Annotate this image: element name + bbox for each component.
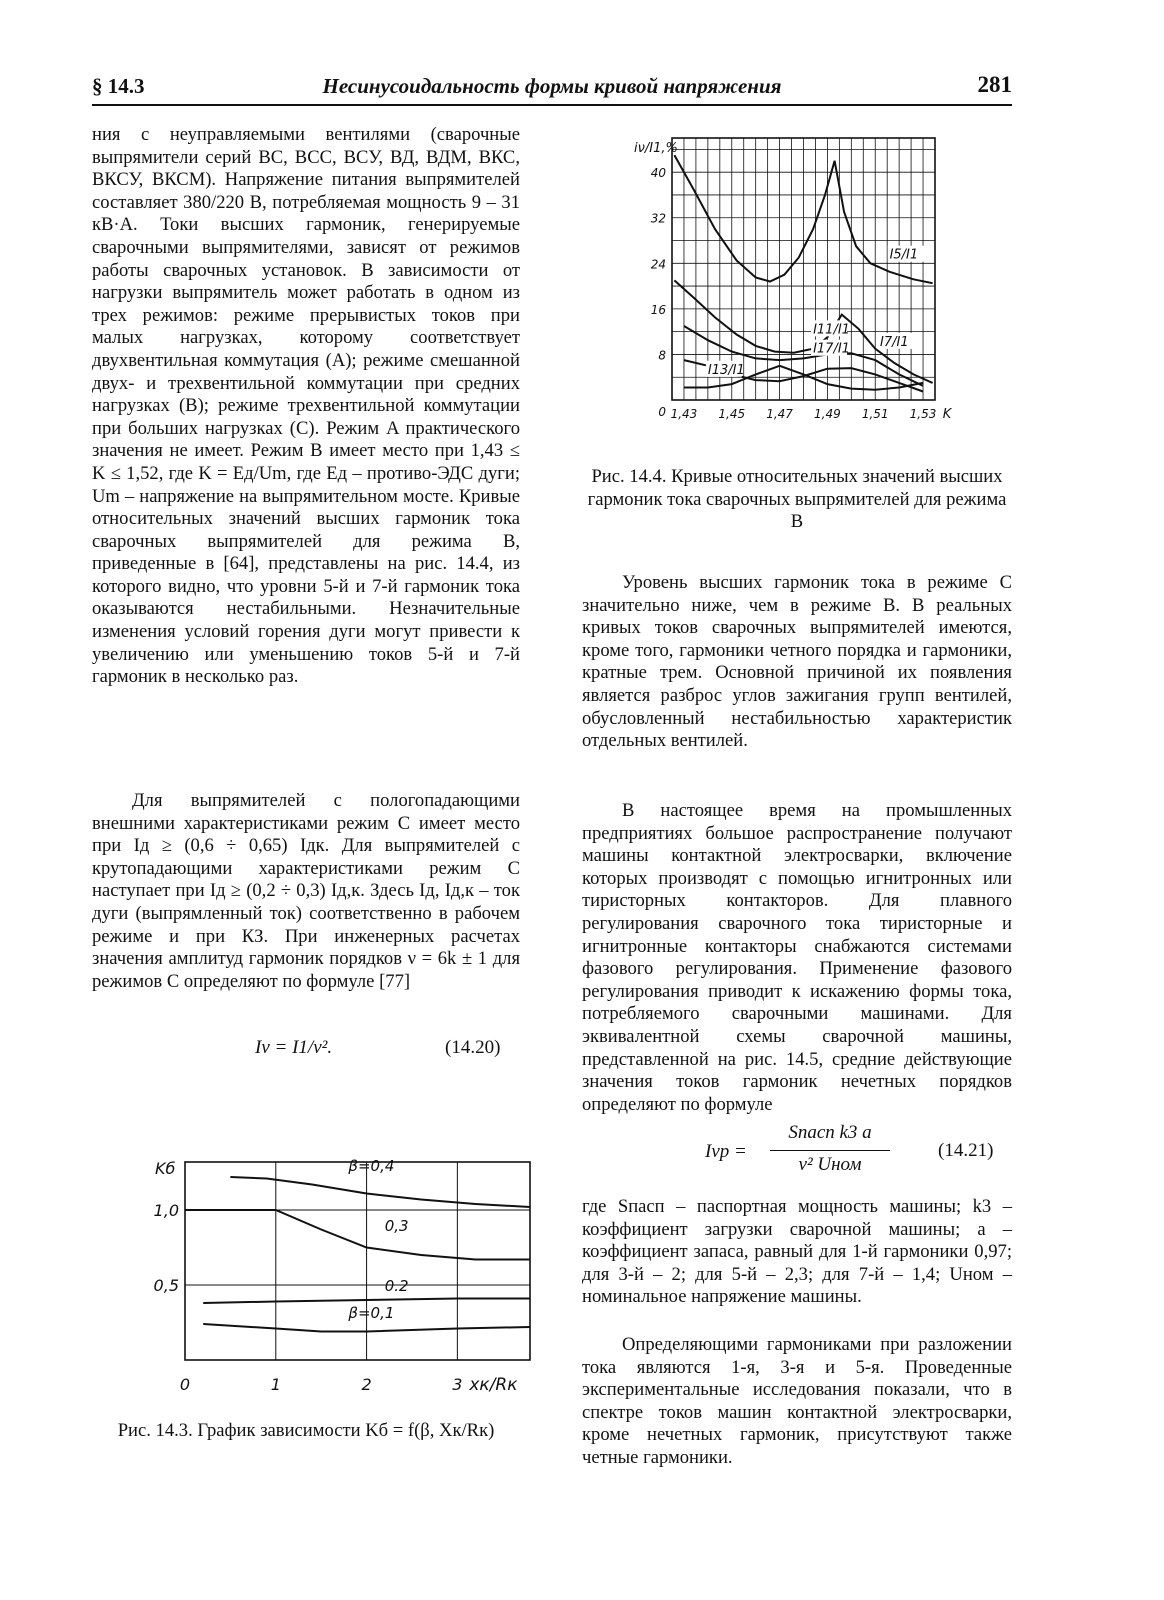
y-tick-label: 24 — [650, 257, 666, 272]
figure-14-4-caption: Рис. 14.4. Кривые относительных значений высших гармоник тока сварочных выпрямителей для режима B — [587, 466, 1007, 533]
formula-14-21-denominator: ν² Uном — [798, 1154, 862, 1175]
x-tick-label: 2 — [361, 1375, 372, 1394]
y-axis-label: iν/I1,% — [634, 141, 678, 156]
label-i11: I11/I1 — [813, 322, 850, 338]
y-tick-label: 8 — [658, 348, 666, 363]
y-axis-label: Kб — [155, 1159, 176, 1178]
formula-14-21 — [705, 1122, 905, 1182]
label-03: 0,3 — [384, 1217, 409, 1235]
x-tick-label: 1,45 — [718, 407, 746, 421]
formula-14-21-numerator: Sпасп k3 a — [788, 1122, 872, 1143]
running-title: Несинусоидальность формы кривой напряжения — [322, 74, 782, 98]
x-axis-label: xк/Rк — [469, 1375, 518, 1395]
left-paragraph-1: ния с неуправляемыми вентилями (сварочные выпрямители серий ВС, ВСС, ВСУ, ВД, ВДМ, ВКС, ВКСУ, ВКСМ). Напряжение питания выпрямителей составляет 380/220 В, потребляемая мощность 9 – 31 кВ·А. Токи высших гармоник, генерируемые сварочными выпрямителями, зависят от режимов работы сварочных установок. В зависимости от нагрузки выпрямитель может работать в одном из трех режимов: режиме прерывистых токов при малых нагрузках, которому соответствует двухвентильная коммутация (A); режиме смешанной двух- и трехвентильной коммутации при средних нагрузках (B); режиме трехвентильной коммутации при больших нагрузках (C). Режим A практического значения не имеет. Режим B имеет место при 1,43 ≤ K ≤ 1,52, где K = Eд/Um, где Eд – противо-ЭДС дуги; Um – напряжение на выпрямительном мосте. Кривые относительных значений высших гармоник тока сварочных выпрямителей для режима B, приведенные в [64], представлены на рис. 14.4, из которого видно, что уровни 5-й и 7-й гармоник тока оказываются нестабильными. Незначительные изменения условий горения дуги могут привести к увеличению или уменьшению токов 5-й и 7-й гармоник в несколько раз. — [92, 124, 520, 688]
running-header — [92, 68, 1012, 106]
figure-14-4-chart — [630, 128, 960, 438]
x-tick-label: 1,47 — [766, 407, 793, 421]
formula-number-14-20: (14.20) — [445, 1037, 501, 1058]
formula-14-21-fraction-bar — [770, 1150, 890, 1151]
label-i7: I7/I1 — [880, 334, 909, 350]
y-tick-label: 40 — [650, 166, 666, 181]
y-tick-label: 16 — [650, 302, 666, 317]
figure-14-3-caption: Рис. 14.3. График зависимости Kб = f(β, Xк/Rк) — [117, 1420, 495, 1441]
label-i17: I17/I1 — [813, 341, 850, 357]
right-paragraph-4: Определяющими гармониками при разложении тока являются 1-я, 3-я и 5-я. Проведенные экспериментальные исследования показали, что в спектре токов машин контактной электросварки, кроме нечетных гармоник, присутствуют также четные гармоники. — [582, 1334, 1012, 1468]
formula-number-14-21: (14.21) — [938, 1140, 994, 1161]
x-tick-label: 1,43 — [670, 407, 698, 421]
label-i5: I5/I1 — [889, 247, 919, 263]
series-line — [185, 1210, 530, 1260]
x-tick-label: 1,53 — [909, 407, 937, 421]
right-paragraph-2: В настоящее время на промышленных предприятиях большое распространение получают машины контактной электросварки, включение которых производят с помощью игнитронных или тиристорных контакторов. Для плавного регулирования сварочного тока тиристорные и игнитронные контакторы снабжаются системами фазового регулирования. Применение фазового регулирования приводит к искажению формы тока, потребляемого сварочными машинами. Для эквивалентной схемы сварочной машины, представленной на рис. 14.5, средние действующие значения токов гармоник нечетных порядков определяют по формуле — [582, 800, 1012, 1115]
label-i13: I13/I1 — [707, 362, 745, 378]
page-number: 281 — [977, 72, 1012, 97]
left-paragraph-2: Для выпрямителей с пологопадающими внешними характеристиками режим C имеет место при Iд ≥ (0,6 ÷ 0,65) Iдк. Для выпрямителей с крутопадающими характеристиками режим C наступает при Iд ≥ (0,2 ÷ 0,3) Iд,к. Здесь Iд, Iд,к – ток дуги (выпрямленный ток) соответственно в рабочем режиме и при КЗ. При инженерных расчетах значения амплитуд гармоник порядков ν = 6k ± 1 для режимов C определяют по формуле [77] — [92, 790, 520, 992]
label-beta-04: β=0,4 — [348, 1157, 395, 1175]
label-02: 0.2 — [384, 1277, 409, 1295]
y-tick-label: 32 — [650, 211, 666, 226]
label-beta-01: β=0,1 — [348, 1304, 395, 1322]
y-tick-label: 1,0 — [153, 1201, 179, 1220]
section-number: § 14.3 — [92, 74, 145, 98]
right-paragraph-1: Уровень высших гармоник тока в режиме C значительно ниже, чем в режиме B. В реальных кривых токов сварочных выпрямителей имеются, кроме того, гармоники четного порядка и гармоники, кратные трем. Основной причиной их появления является разброс углов зажигания групп вентилей, обусловленный нестабильностью характеристик отдельных вентилей. — [582, 572, 1012, 752]
y-tick-label: 0,5 — [153, 1276, 179, 1295]
right-paragraph-3: где Sпасп – паспортная мощность машины; k3 – коэффициент загрузки сварочной машины; a – коэффициент запаса, равный для 1-й гармоники 0,97; для 3-й – 2; для 5-й – 2,3; для 7-й – 1,4; Uном – номинальное напряжение машины. — [582, 1196, 1012, 1308]
x-tick-label: 1,49 — [814, 407, 841, 421]
x-tick-label: 3 — [452, 1375, 463, 1394]
x-tick-label: 1,51 — [861, 407, 889, 421]
x-tick-label: 1 — [270, 1375, 281, 1394]
x-tick-label: 0 — [179, 1375, 191, 1394]
formula-14-20: Iν = I1/ν². — [255, 1037, 333, 1058]
formula-14-21-lhs: Iνp = — [705, 1141, 747, 1162]
y-tick-label: 0 — [658, 405, 666, 419]
x-axis-label: K — [942, 407, 952, 422]
figure-14-3-chart — [140, 1150, 580, 1415]
